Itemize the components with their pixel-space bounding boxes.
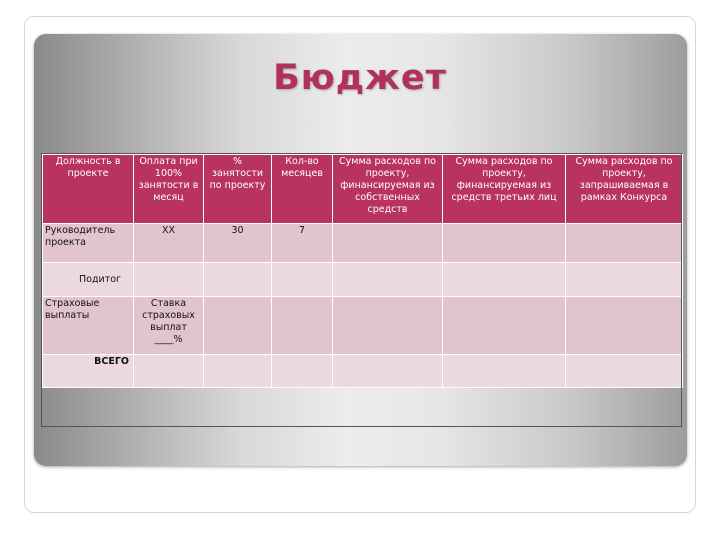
cell-empty (134, 263, 204, 297)
cell-empty (333, 224, 443, 263)
cell-empty (566, 297, 683, 355)
cell-total: ВСЕГО (43, 355, 134, 388)
cell-empty (204, 355, 272, 388)
cell-empty (566, 263, 683, 297)
cell-pay: ХХ (134, 224, 204, 263)
cell-empty (272, 263, 333, 297)
header-own-funds: Сумма расходов по проекту, финансируемая из собственных средств (333, 155, 443, 224)
cell-empty (566, 355, 683, 388)
table-row (43, 355, 683, 388)
cell-empty (204, 297, 272, 355)
header-contest-funds: Сумма расходов по проекту, запрашиваемая в рамках Конкурса (566, 155, 683, 224)
header-pay: Оплата при 100% занятости в месяц (134, 155, 204, 224)
cell-position: Руководитель проекта (43, 224, 134, 263)
cell-empty (443, 297, 566, 355)
cell-empty (443, 224, 566, 263)
cell-empty (333, 263, 443, 297)
cell-empty (134, 355, 204, 388)
table-row (43, 263, 683, 297)
cell-empty (443, 263, 566, 297)
cell-subtotal: Подитог (43, 263, 134, 297)
cell-empty (333, 297, 443, 355)
cell-empty (272, 297, 333, 355)
table-row (43, 224, 683, 263)
cell-percent: 30 (204, 224, 272, 263)
cell-months: 7 (272, 224, 333, 263)
cell-insurance-rate: Ставка страховых выплат ____% (134, 297, 204, 355)
cell-empty (272, 355, 333, 388)
header-months: Кол-во месяцев (272, 155, 333, 224)
table-header-row (43, 155, 683, 224)
table-row (43, 297, 683, 355)
cell-empty (333, 355, 443, 388)
header-position: Должность в проекте (43, 155, 134, 224)
cell-empty (443, 355, 566, 388)
slide-title: Бюджет (273, 58, 447, 98)
budget-table (42, 154, 683, 388)
header-percent: % занятости по проекту (204, 155, 272, 224)
cell-empty (204, 263, 272, 297)
header-third-party-funds: Сумма расходов по проекту, финансируемая из средств третьих лиц (443, 155, 566, 224)
cell-empty (566, 224, 683, 263)
cell-insurance-label: Страховые выплаты (43, 297, 134, 355)
